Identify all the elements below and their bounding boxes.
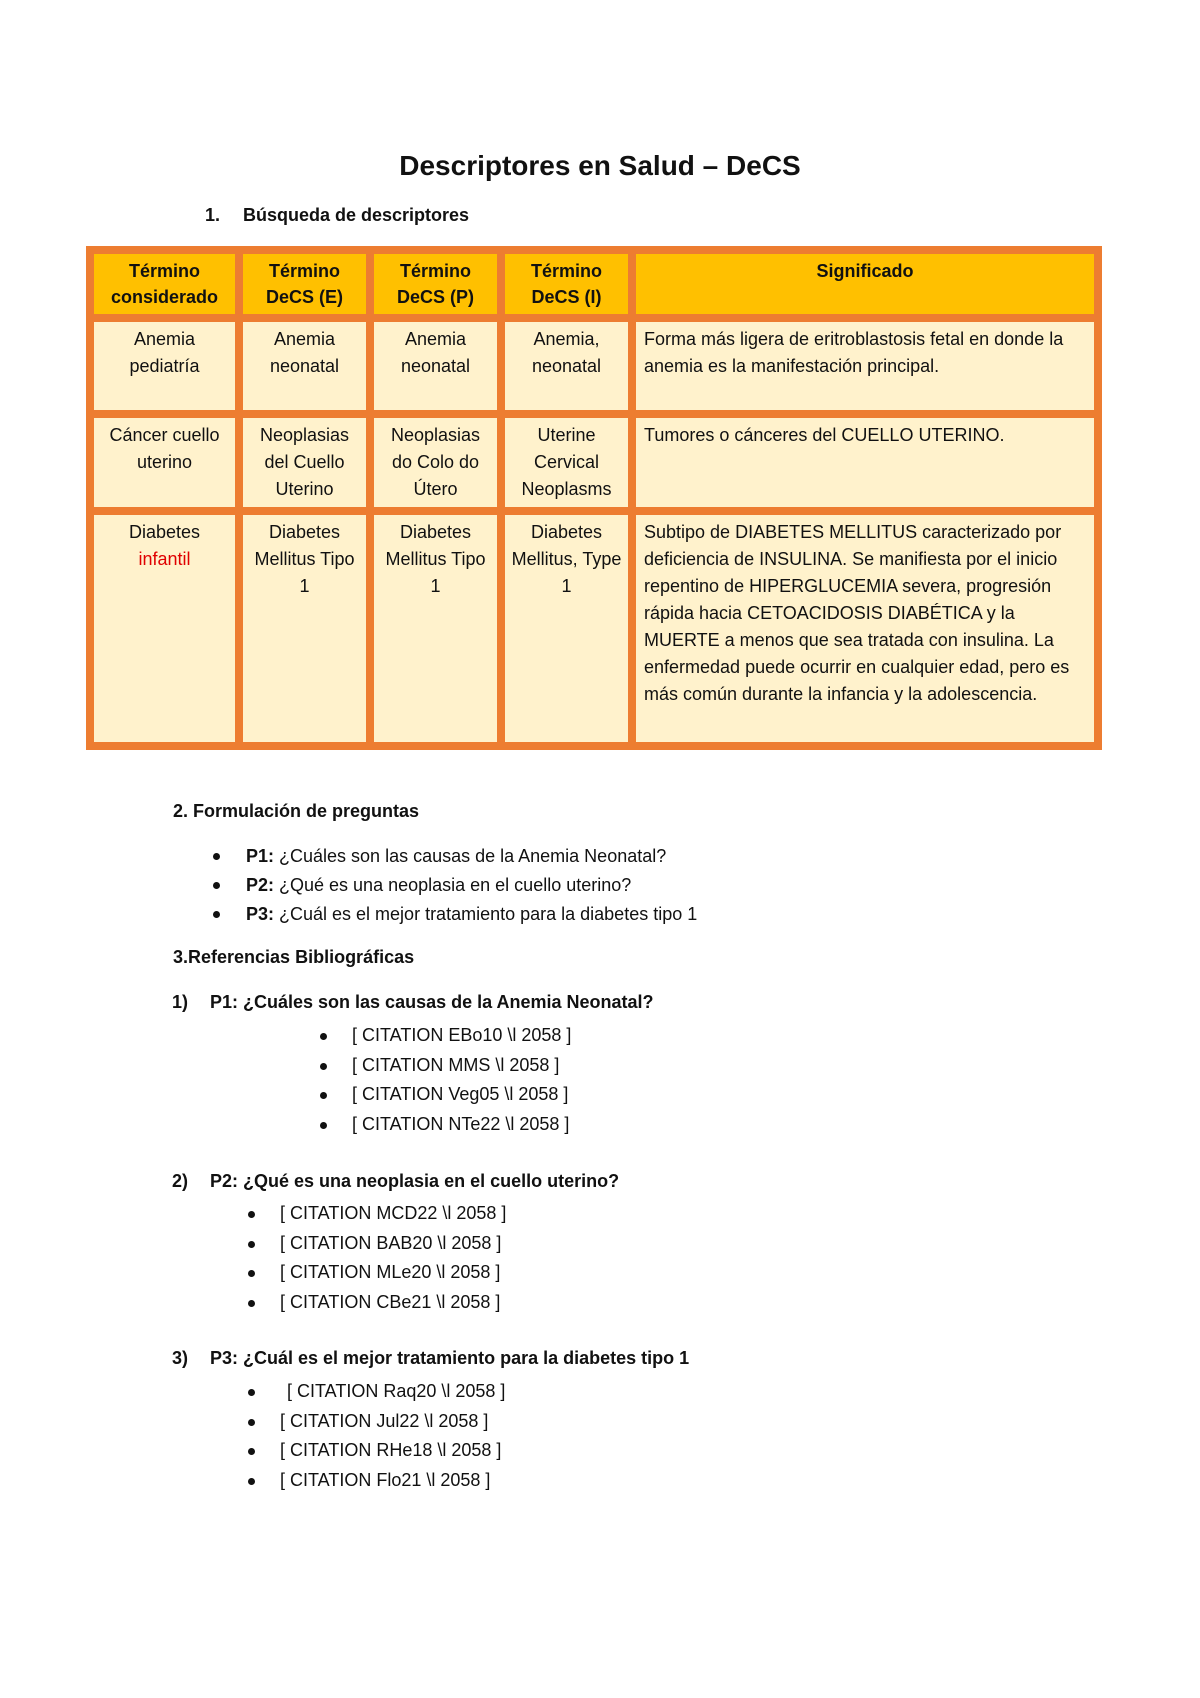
reference-group-heading xyxy=(172,992,654,1013)
citation-item: [ CITATION RHe18 \l 2058 ] xyxy=(248,1436,505,1466)
citation-list xyxy=(248,1377,505,1495)
question-text: ¿Cuál es el mejor tratamiento para la diabetes tipo 1 xyxy=(274,904,698,924)
section-label: Búsqueda de descriptores xyxy=(243,205,470,225)
header-termino-decs-i: Término DeCS (I) xyxy=(505,254,628,314)
citation-item: [ CITATION Veg05 \l 2058 ] xyxy=(320,1080,571,1110)
question-tag: P1: xyxy=(246,846,275,866)
section-number: 1. xyxy=(205,205,221,225)
group-number: 2) xyxy=(172,1171,189,1191)
header-significado: Significado xyxy=(636,254,1094,314)
group-question: P2: ¿Qué es una neoplasia en el cuello uterino? xyxy=(210,1171,620,1191)
table-row xyxy=(94,418,1094,507)
cell-decs-e: Diabetes Mellitus Tipo 1 xyxy=(243,515,366,742)
citation-item: [ CITATION MMS \l 2058 ] xyxy=(320,1051,571,1081)
cell-decs-e: Neoplasias del Cuello Uterino xyxy=(243,418,366,507)
table-row xyxy=(94,515,1094,742)
cell-significado: Forma más ligera de eritroblastosis fetal en donde la anemia es la manifestación principal. xyxy=(636,322,1094,410)
cell-considerado: Anemia pediatría xyxy=(94,322,235,410)
cell-significado: Subtipo de DIABETES MELLITUS caracterizado por deficiencia de INSULINA. Se manifiesta por el inicio repentino de HIPERGLUCEMIA severa, progresión rápida hacia CETOACIDOSIS DIABÉTICA y la MUERTE a menos que sea tratada con insulina. La enfermedad puede ocurrir en cualquier edad, pero es más común durante la infancia y la adolescencia. xyxy=(636,515,1094,742)
citation-list xyxy=(248,1199,506,1317)
citation-item: [ CITATION NTe22 \l 2058 ] xyxy=(320,1110,571,1140)
page-title: Descriptores en Salud – DeCS xyxy=(399,150,801,181)
list-item xyxy=(213,900,697,929)
header-termino-considerado: Término considerado xyxy=(94,254,235,314)
list-item xyxy=(213,871,697,900)
table-row xyxy=(94,322,1094,410)
cell-considerado-highlight: infantil xyxy=(138,549,191,569)
descriptors-table xyxy=(86,246,1102,750)
section-heading-formulacion: 2. Formulación de preguntas xyxy=(173,801,420,821)
citation-item: [ CITATION MCD22 \l 2058 ] xyxy=(248,1199,506,1229)
reference-group-heading xyxy=(172,1171,619,1192)
list-item xyxy=(213,842,697,871)
questions-list xyxy=(213,842,697,929)
citation-item: [ CITATION MLe20 \l 2058 ] xyxy=(248,1258,506,1288)
cell-considerado xyxy=(94,515,235,742)
citation-item: [ CITATION BAB20 \l 2058 ] xyxy=(248,1229,506,1259)
citation-item: [ CITATION Flo21 \l 2058 ] xyxy=(248,1466,505,1496)
citation-item: [ CITATION Raq20 \l 2058 ] xyxy=(248,1377,505,1407)
header-termino-decs-p: Término DeCS (P) xyxy=(374,254,497,314)
cell-decs-p: Neoplasias do Colo do Útero xyxy=(374,418,497,507)
cell-decs-e: Anemia neonatal xyxy=(243,322,366,410)
citation-list xyxy=(320,1021,571,1139)
cell-significado: Tumores o cánceres del CUELLO UTERINO. xyxy=(636,418,1094,507)
question-text: ¿Cuáles son las causas de la Anemia Neonatal? xyxy=(274,846,667,866)
reference-group-heading xyxy=(172,1348,689,1369)
cell-decs-p: Anemia neonatal xyxy=(374,322,497,410)
group-question: P1: ¿Cuáles son las causas de la Anemia Neonatal? xyxy=(210,992,654,1012)
cell-considerado-line1: Diabetes xyxy=(128,522,201,542)
section-heading-busqueda xyxy=(205,205,469,226)
group-number: 1) xyxy=(172,992,189,1012)
cell-decs-p: Diabetes Mellitus Tipo 1 xyxy=(374,515,497,742)
cell-decs-i: Anemia, neonatal xyxy=(505,322,628,410)
citation-item: [ CITATION Jul22 \l 2058 ] xyxy=(248,1407,505,1437)
cell-decs-i: Diabetes Mellitus, Type 1 xyxy=(505,515,628,742)
group-number: 3) xyxy=(172,1348,189,1368)
question-tag: P2: xyxy=(246,875,275,895)
question-tag: P3: xyxy=(246,904,275,924)
section-heading-referencias: 3.Referencias Bibliográficas xyxy=(173,947,415,967)
group-question: P3: ¿Cuál es el mejor tratamiento para la diabetes tipo 1 xyxy=(210,1348,690,1368)
cell-considerado: Cáncer cuello uterino xyxy=(94,418,235,507)
citation-item: [ CITATION EBo10 \l 2058 ] xyxy=(320,1021,571,1051)
header-termino-decs-e: Término DeCS (E) xyxy=(243,254,366,314)
citation-item: [ CITATION CBe21 \l 2058 ] xyxy=(248,1288,506,1318)
cell-decs-i: Uterine Cervical Neoplasms xyxy=(505,418,628,507)
question-text: ¿Qué es una neoplasia en el cuello uterino? xyxy=(274,875,632,895)
